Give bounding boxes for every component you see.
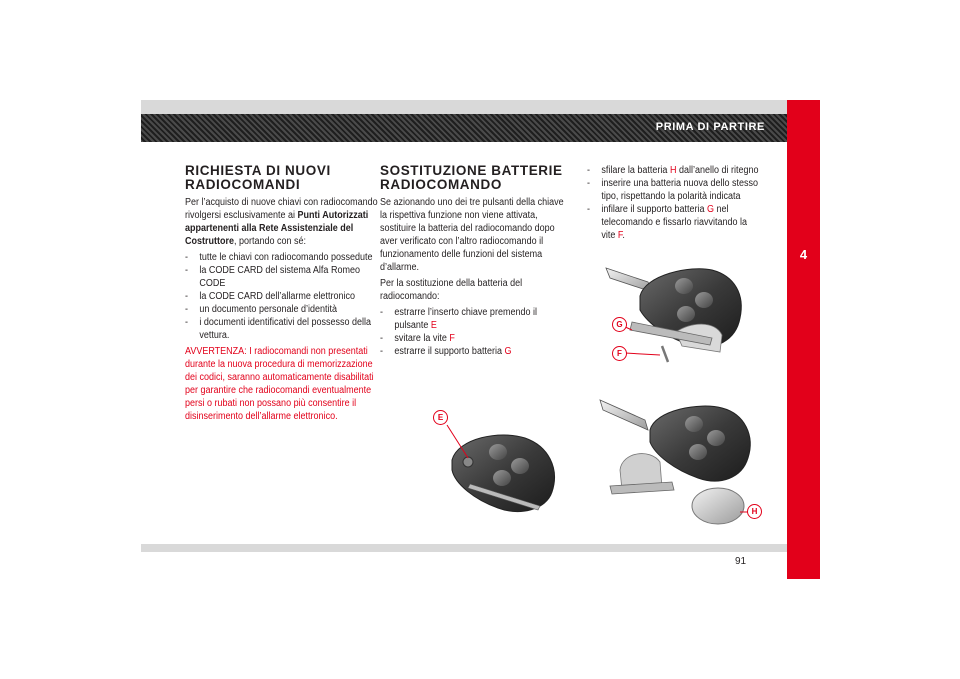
key-button xyxy=(695,292,713,308)
chapter-number: 4 xyxy=(799,247,808,262)
warning-paragraph: AVVERTENZA: I radiocomandi non presentati durante la nuova procedura di memorizzazione dei codici, saranno automaticamente disabilitati per garantire che radiocomandi eventualmente persi o rubati non possano più consentire il disinserimento dell’allarme elettronico. xyxy=(185,346,374,422)
battery-holder-strip xyxy=(610,482,674,494)
figure-label-h: H xyxy=(747,504,762,519)
list-item: - un documento personale d’identità xyxy=(185,304,338,315)
figure-label-f: F xyxy=(612,346,627,361)
paragraph: Se azionando uno dei tre pulsanti della chiave la rispettiva funzione non viene attivata, sostituire la batteria del radiocomando dopo aver verificato con l’altro radiocomando il funzionamento delle funzioni del sistema d’allarme. xyxy=(380,197,564,273)
leader-line-f xyxy=(625,353,660,355)
key-button xyxy=(685,416,703,432)
heading-line: SOSTITUZIONE BATTERIE xyxy=(380,163,563,178)
key-button xyxy=(689,444,707,460)
coin-battery xyxy=(692,488,744,524)
key-fob-figure-1 xyxy=(606,268,741,362)
list-item: - sfilare la batteria H dall’anello di ritegno xyxy=(587,165,759,176)
key-button xyxy=(707,430,725,446)
key-button xyxy=(675,278,693,294)
list-item: - la CODE CARD dell’allarme elettronico xyxy=(185,291,355,302)
screw xyxy=(662,346,668,362)
figure-label-e: E xyxy=(433,410,448,425)
section-title: PRIMA DI PARTIRE xyxy=(655,121,765,133)
list-item: - infilare il supporto batteria G nel telecomando e fissarlo riavvitando la vite F. xyxy=(587,204,747,241)
figure-label-g: G xyxy=(612,317,627,332)
paragraph: Per la sostituzione della batteria del radiocomando: xyxy=(380,278,523,302)
release-button xyxy=(463,457,473,467)
key-button xyxy=(489,444,507,460)
heading-line: RADIOCOMANDI xyxy=(185,177,301,192)
list-item: - la CODE CARD del sistema Alfa Romeo CODE xyxy=(185,265,360,289)
key-button xyxy=(677,306,695,322)
key-fob-figure-2 xyxy=(447,425,554,511)
list-item: - i documenti identificativi del possesso della vettura. xyxy=(185,317,372,341)
intro-paragraph: Per l’acquisto di nuove chiavi con radiocomando rivolgersi esclusivamente ai Punti Autorizzati appartenenti alla Rete Assistenziale del Costruttore, portando con sé: xyxy=(185,197,378,247)
bottom-grey-band xyxy=(141,544,787,552)
list-item: - inserire una batteria nuova dello stesso tipo, rispettando la polarità indicata xyxy=(587,178,758,202)
heading-line: RICHIESTA DI NUOVI xyxy=(185,163,331,178)
list-item: - estrarre l’inserto chiave premendo il pulsante E xyxy=(380,307,537,331)
list-item: - estrarre il supporto batteria G xyxy=(380,346,512,357)
key-fob-figure-3 xyxy=(600,400,750,524)
list-item: - svitare la vite F xyxy=(380,333,455,344)
key-button xyxy=(511,458,529,474)
list-item: - tutte le chiavi con radiocomando possedute xyxy=(185,252,373,263)
key-button xyxy=(493,470,511,486)
key-body xyxy=(650,406,750,481)
key-blade xyxy=(600,400,648,430)
heading-line: RADIOCOMANDO xyxy=(380,177,502,192)
page-number: 91 xyxy=(735,556,747,567)
